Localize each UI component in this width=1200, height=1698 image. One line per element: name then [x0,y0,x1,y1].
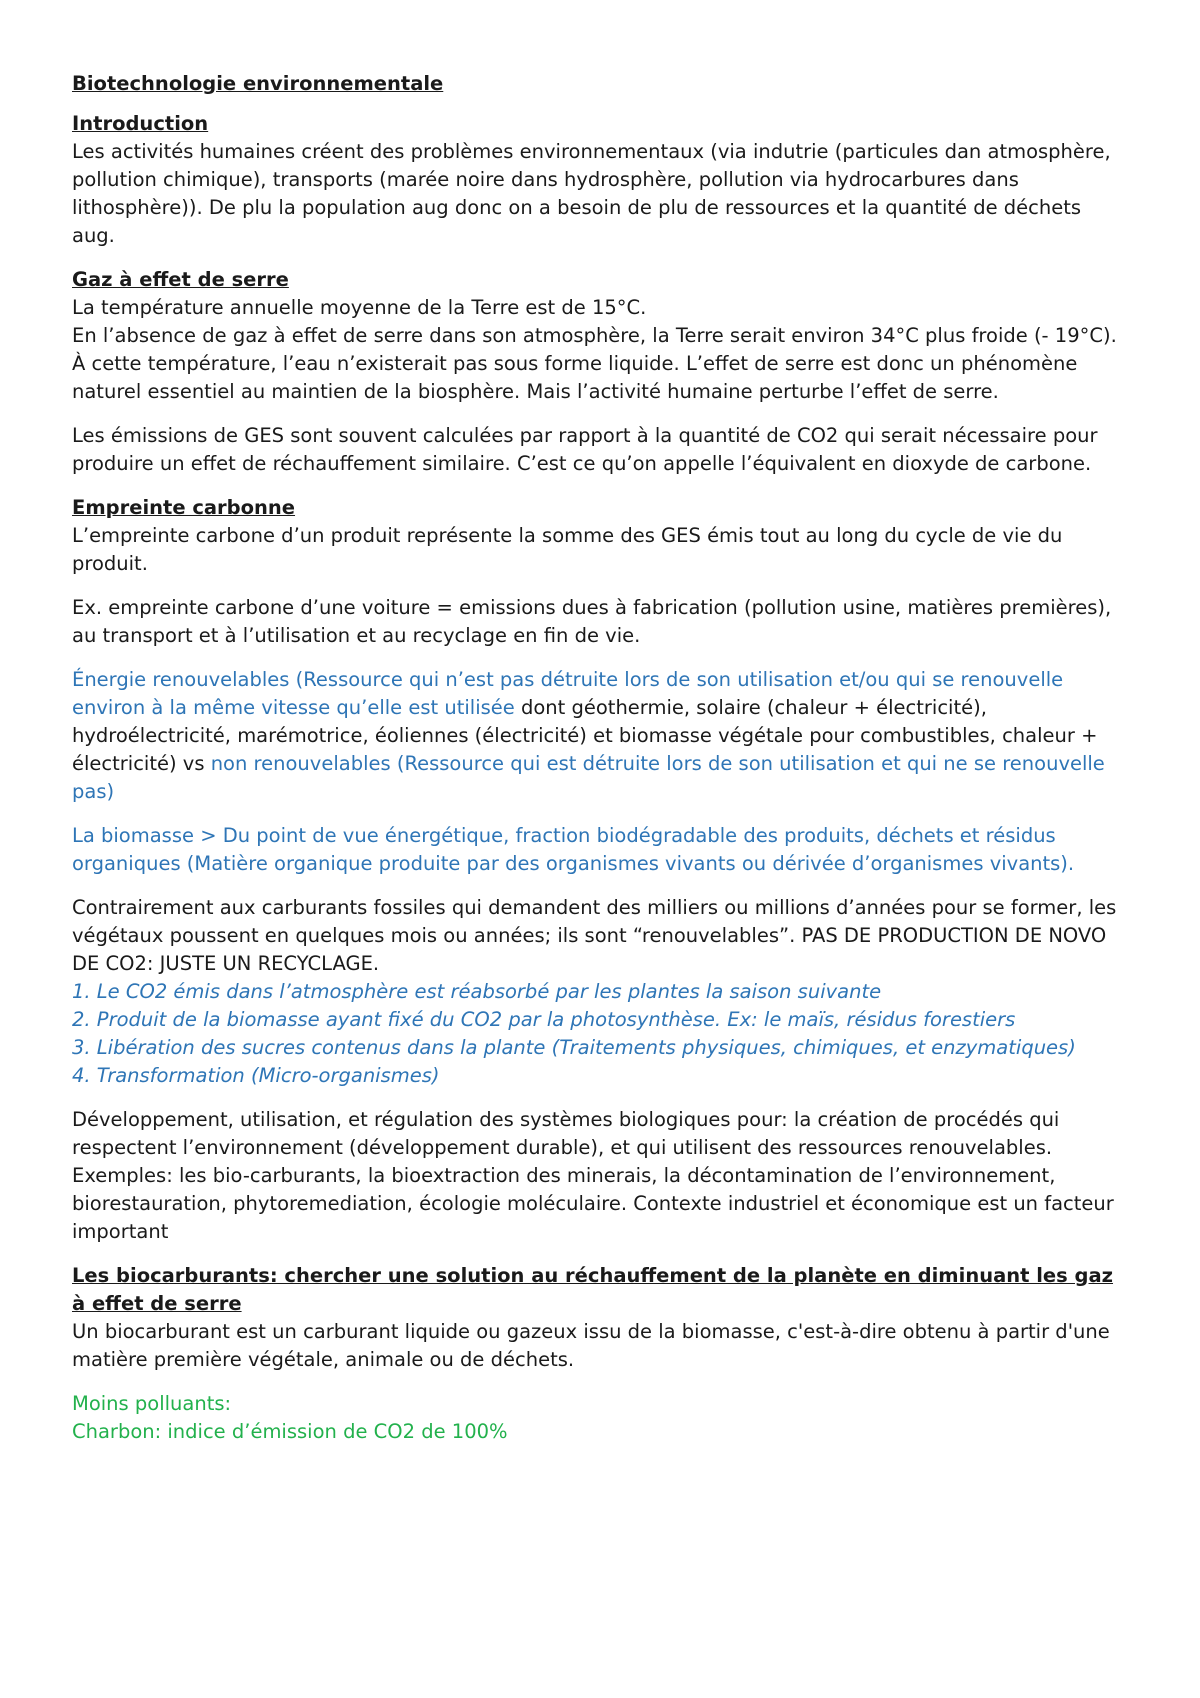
list-item: 1. Le CO2 émis dans l’atmosphère est réabsorbé par les plantes la saison suivante [72,980,882,1003]
ges-line-1: La température annuelle moyenne de la Terre est de 15°C. [72,296,647,319]
list-item: 3. Libération des sucres contenus dans la plante (Traitements physiques, chimiques, et enzymatiques) [72,1036,1076,1059]
carburants-text: Contrairement aux carburants fossiles qui demandent des milliers ou millions d’années pour se former, les végétaux poussent en quelques mois ou années; ils sont “renouvelables”. PAS DE PRODUCTION DE NOVO DE CO2: JUSTE UN RECYCLAGE. [72,896,1117,975]
section-carburants [72,894,1128,1090]
developpement-text: Développement, utilisation, et régulation des systèmes biologiques pour: la création de procédés qui respectent l’environnement (développement durable), et qui utilisent des ressources renouvelables. [72,1108,1060,1159]
energie-non-renouvelables-definition: non renouvelables (Ressource qui est détruite lors de son utilisation et qui ne se renouvelle pas) [72,752,1105,803]
introduction-text: Les activités humaines créent des problèmes environnementaux (via indutrie (particules dan atmosphère, pollution chimique), transports (marée noire dans hydrosphère, pollution via hydrocarbures dans lithosphère)). De plu la population aug donc on a besoin de plu de ressources et la quantité de déchets aug. [72,140,1111,247]
moins-polluants-label: Moins polluants: [72,1392,232,1415]
ges-heading: Gaz à effet de serre [72,268,289,291]
document-title: Biotechnologie environnementale [72,72,444,95]
section-developpement [72,1106,1128,1246]
section-empreinte-carbone [72,494,1128,578]
introduction-heading: Introduction [72,112,209,135]
energie-paragraph [72,666,1128,806]
biocarburants-heading: Les biocarburants: chercher une solution au réchauffement de la planète en diminuant les gaz à effet de serre [72,1264,1114,1315]
empreinte-example: Ex. empreinte carbone d’une voiture = emissions dues à fabrication (pollution usine, matières premières), au transport et à l’utilisation et au recyclage en fin de vie. [72,596,1112,647]
section-gaz-effet-de-serre [72,266,1128,406]
section-introduction [72,110,1128,250]
section-moins-polluants [72,1390,1128,1446]
biomasse-definition: La biomasse > Du point de vue énergétique, fraction biodégradable des produits, déchets et résidus organiques (Matière organique produite par des organismes vivants ou dérivée d’organismes vivants). [72,824,1075,875]
list-item: 4. Transformation (Micro-organismes) [72,1064,440,1087]
ges-line-2: En l’absence de gaz à effet de serre dans son atmosphère, la Terre serait environ 34°C plus froide (- 19°C). À cette température, l’eau n’existerait pas sous forme liquide. L’effet de serre est donc un phénomène naturel essentiel au maintien de la biosphère. Mais l’activité humaine perturbe l’effet de serre. [72,324,1117,403]
biocarburants-text: Un biocarburant est un carburant liquide ou gazeux issu de la biomasse, c'est-à-dire obtenu à partir d'une matière première végétale, animale ou de déchets. [72,1320,1110,1371]
list-item: 2. Produit de la biomasse ayant fixé du CO2 par la photosynthèse. Ex: le maïs, résidus forestiers [72,1008,1016,1031]
empreinte-text: L’empreinte carbone d’un produit représente la somme des GES émis tout au long du cycle de vie du produit. [72,524,1063,575]
empreinte-heading: Empreinte carbonne [72,496,296,519]
energie-exemples: dont géothermie, solaire (chaleur + électricité), hydroélectricité, marémotrice, éoliennes (électricité) et biomasse végétale pour combustibles, chaleur + électricité) vs [72,696,1098,775]
ges-paragraph-2: Les émissions de GES sont souvent calculées par rapport à la quantité de CO2 qui serait nécessaire pour produire un effet de réchauffement similaire. C’est ce qu’on appelle l’équivalent en dioxyde de carbone. [72,424,1098,475]
charbon-indice: Charbon: indice d’émission de CO2 de 100% [72,1420,508,1443]
energie-renouvelables-definition: Énergie renouvelables (Ressource qui n’est pas détruite lors de son utilisation et/ou qui se renouvelle environ à la même vitesse qu’elle est utilisée [72,668,1064,719]
section-biocarburants [72,1262,1128,1374]
developpement-examples: Exemples: les bio-carburants, la bioextraction des minerais, la décontamination de l’environnement, biorestauration, phytoremediation, écologie moléculaire. Contexte industriel et économique est un facteur important [72,1164,1114,1243]
